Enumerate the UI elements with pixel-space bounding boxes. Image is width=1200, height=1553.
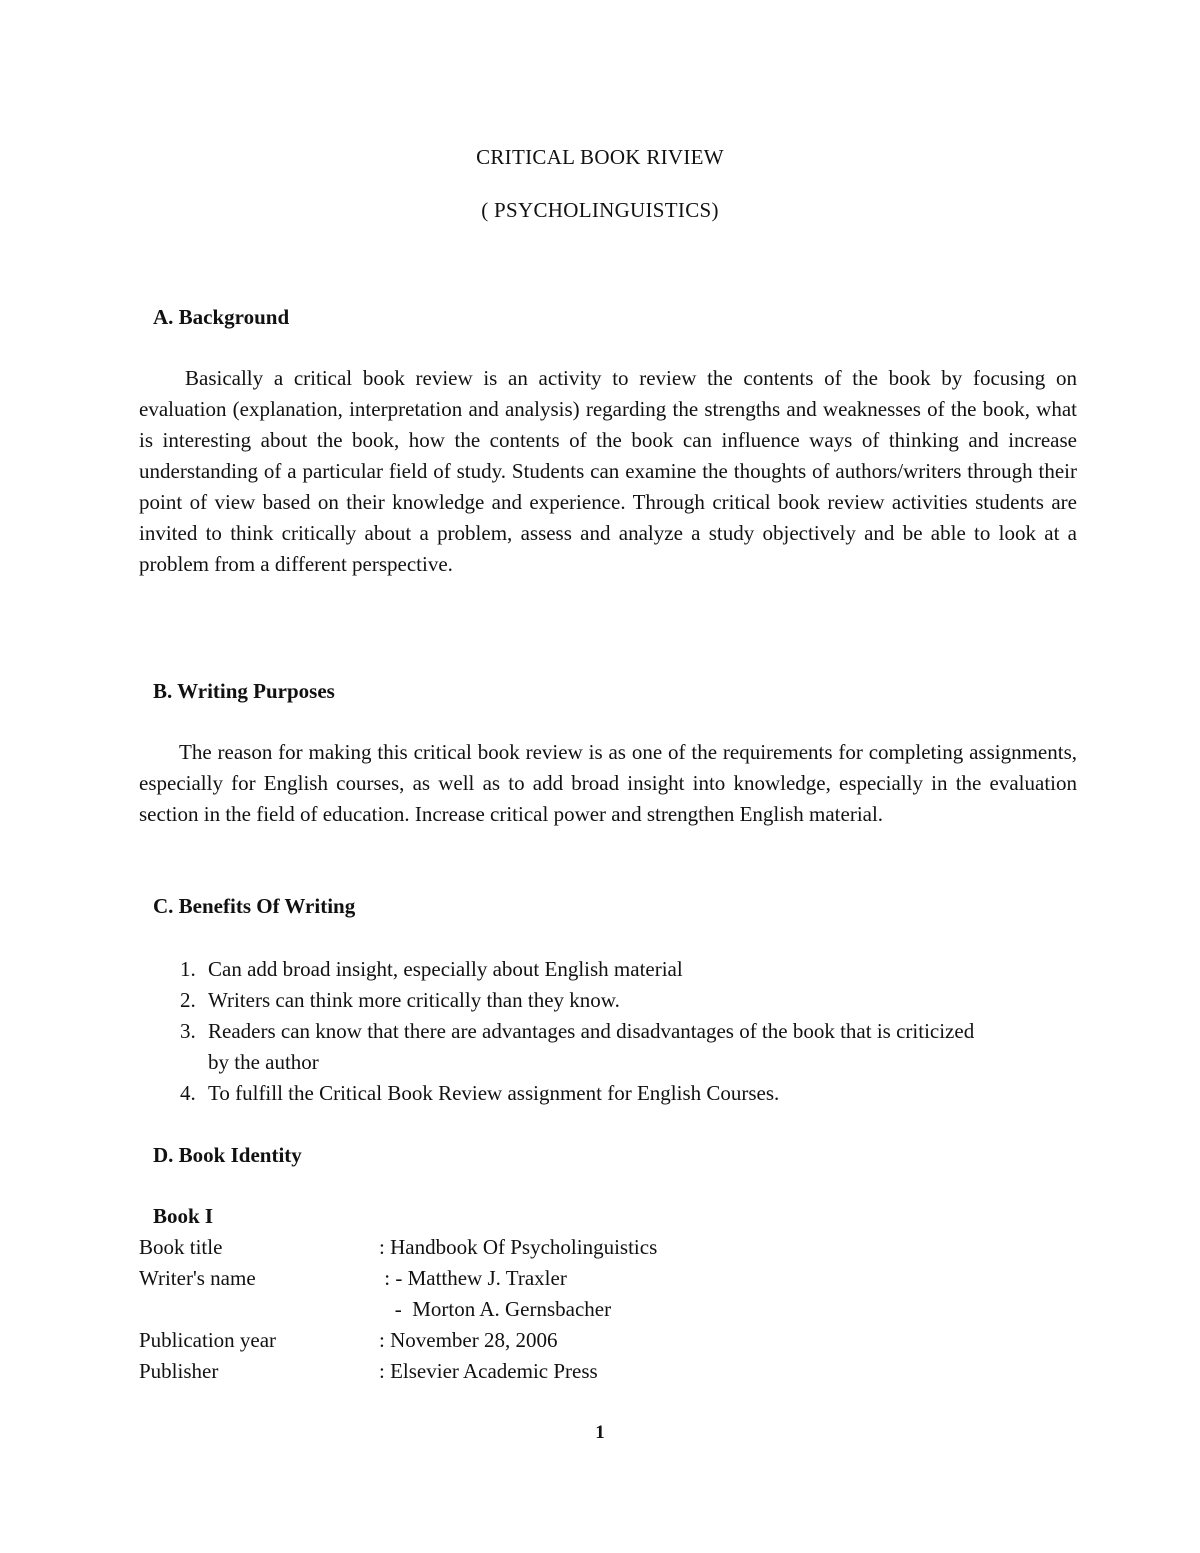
- list-item: [180, 954, 1040, 985]
- identity-value: : Handbook Of Psycholinguistics: [379, 1235, 658, 1259]
- identity-row-title: [139, 1232, 1039, 1263]
- book-label: Book I: [153, 1204, 214, 1228]
- identity-row-writer-2: [139, 1294, 1039, 1325]
- list-item-number: 2.: [180, 988, 196, 1012]
- identity-row-year: [139, 1325, 1039, 1356]
- list-item-number: 4.: [180, 1081, 196, 1105]
- section-heading-identity: D. Book Identity: [153, 1143, 302, 1167]
- identity-value: - Morton A. Gernsbacher: [379, 1297, 612, 1321]
- list-item-number: 1.: [180, 957, 196, 981]
- list-item-text: To fulfill the Critical Book Review assignment for English Courses.: [208, 1081, 780, 1105]
- identity-value: : - Matthew J. Traxler: [379, 1266, 567, 1290]
- purposes-paragraph: The reason for making this critical book review is as one of the requirements for completing assignments, especially for English courses, as well as to add broad insight into knowledge, especially in the evaluation section in the field of education. Increase critical power and strengthen English material.: [139, 740, 1077, 826]
- section-heading-purposes: B. Writing Purposes: [153, 679, 335, 703]
- background-paragraph: Basically a critical book review is an activity to review the contents of the book by focusing on evaluation (explanation, interpretation and analysis) regarding the strengths and weaknesses of the book, what is interesting about the book, how the contents of the book can influence ways of thinking and increase understanding of a particular field of study. Students can examine the thoughts of authors/writers through their point of view based on their knowledge and experience. Through critical book review activities students are invited to think critically about a problem, assess and analyze a study objectively and be able to look at a problem from a different perspective.: [139, 366, 1077, 576]
- list-item-text: Readers can know that there are advantages and disadvantages of the book that is criticized by the author: [208, 1019, 975, 1074]
- list-item-text: Writers can think more critically than they know.: [208, 988, 620, 1012]
- list-item-text: Can add broad insight, especially about English material: [208, 957, 683, 981]
- section-heading-background: A. Background: [153, 305, 290, 329]
- identity-value: : Elsevier Academic Press: [379, 1359, 598, 1383]
- page-number: 1: [595, 1422, 605, 1443]
- list-item-number: 3.: [180, 1019, 196, 1043]
- identity-row-writer: [139, 1263, 1039, 1294]
- identity-label: Publisher: [139, 1359, 219, 1383]
- benefits-list: [180, 954, 1040, 1109]
- identity-row-publisher: [139, 1356, 1039, 1387]
- identity-label: Writer's name: [139, 1266, 256, 1290]
- identity-label: Publication year: [139, 1328, 277, 1352]
- section-heading-benefits: C. Benefits Of Writing: [153, 894, 356, 918]
- identity-label: Book title: [139, 1235, 223, 1259]
- list-item: [180, 985, 1040, 1016]
- list-item: [180, 1016, 1040, 1078]
- list-item: [180, 1078, 1040, 1109]
- document-title: CRITICAL BOOK RIVIEW: [476, 145, 724, 169]
- document-subtitle: ( PSYCHOLINGUISTICS): [481, 198, 719, 222]
- identity-value: : November 28, 2006: [379, 1328, 558, 1352]
